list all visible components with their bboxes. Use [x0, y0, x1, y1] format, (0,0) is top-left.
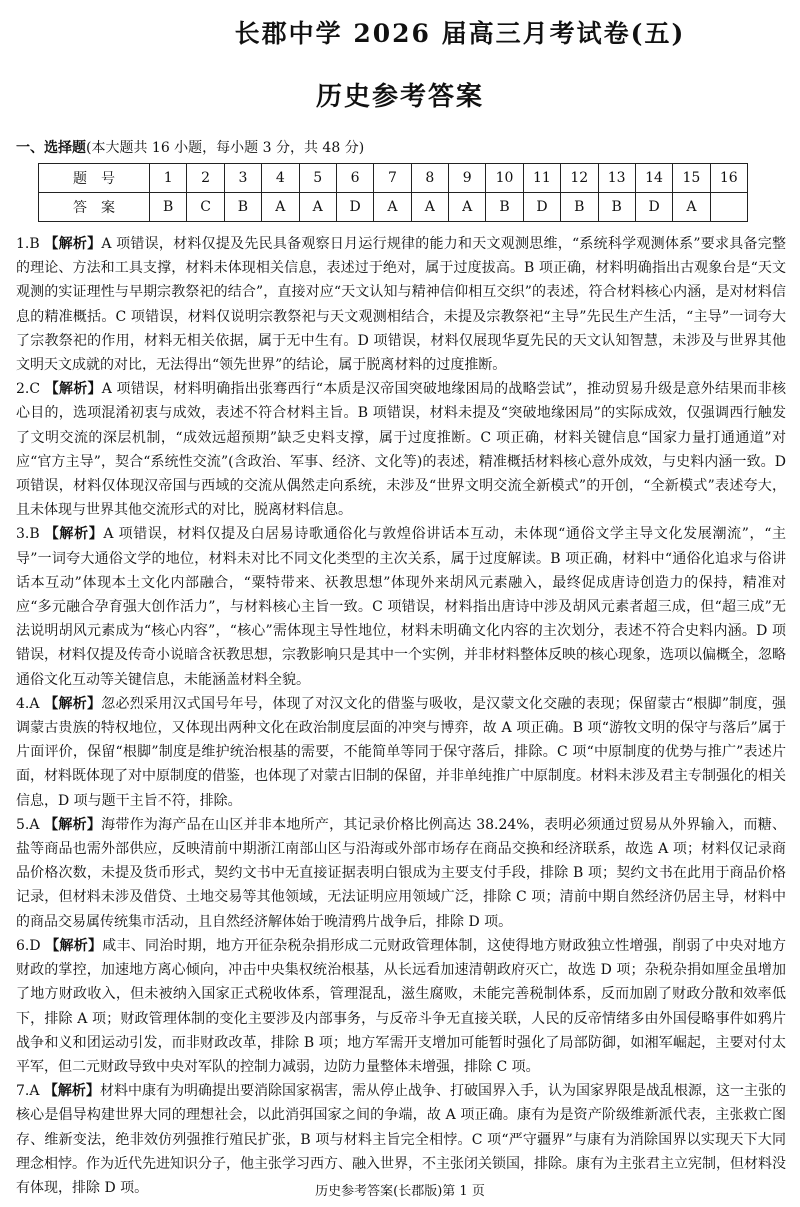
answer-cell: C — [187, 193, 224, 222]
answer-cell: D — [635, 193, 672, 222]
analysis-tag: 【解析】 — [44, 526, 104, 543]
question-number: 15 — [673, 164, 710, 193]
answer-row — [39, 193, 748, 222]
question-number: 16 — [710, 164, 747, 193]
analysis-tag: 【解析】 — [43, 1083, 100, 1100]
page-footer: 历史参考答案(长郡版)第 1 页 — [315, 1184, 485, 1199]
exam-title: 长郡中学 2026 届高三月考试卷(五) — [234, 19, 686, 48]
item-lead: 6.D — [16, 937, 41, 954]
answer-key-table — [38, 163, 748, 222]
analysis-tag: 【解析】 — [44, 816, 102, 833]
question-number: 3 — [224, 164, 261, 193]
item-lead: 5.A — [16, 816, 40, 833]
analysis-tag: 【解析】 — [45, 937, 103, 954]
item-text: A 项错误，材料明确指出张骞西行“本质是汉帝国突破地缘困局的战略尝试”，推动贸易升级是意外结果而非核心目的，选项混淆初衷与成效，表述不符合材料主旨。B 项错误，材料未提及“突破地缘困局”的实际成效，仅强调西行触发了文明交流的深层机制，“成效远超预期”缺乏史料支撑，属于过度推断。C 项正确，材料关键信息“国家力量打通通道”对应“官方主导”，契合“系统性交流”(含政治、军事、经济、文化等)的表述，精准概括材料核心意外成效，与史料内涵一致。D 项错误，材料仅体现汉帝国与西域的交流从偶然走向系统，未涉及“世界文明交流全新模式”的开创，“全新模式”表述夸大，且未体现与世界其他交流形式的对比，脱离材料信息。 — [16, 381, 787, 519]
explanation-item — [16, 232, 786, 377]
question-number: 4 — [262, 164, 299, 193]
row-label-answer: 答案 — [39, 193, 150, 222]
item-text: 咸丰、同治时期，地方开征杂税杂捐形成二元财政管理体制，这使得地方财政独立性增强，削弱了中央对地方财政的掌控，加速地方离心倾向，冲击中央集权统治根基，从长远看加速清朝政府灭亡，故选 D 项；杂税杂捐如厘金虽增加了地方财政收入，但未被纳入国家正式税收体系，管理混乱，滋生腐败，未能完善税制体系，反而加剧了财政分散和效率低下，排除 A 项；财政管理体制的变化主要涉及内部事务，与反帝斗争无直接关联，人民的反帝情绪多由外国侵略事件如鸦片战争和义和团运动引发，而非财政改革，排除 B 项；地方军需开支增加可能暂时强化了局部防御，如湘军崛起，主要对付太平军，但二元财政导致中央对军队的控制力减弱，边防力量整体未增强，排除 C 项。 — [16, 937, 787, 1075]
question-number: 14 — [635, 164, 672, 193]
question-number: 7 — [374, 164, 411, 193]
explanation-item — [16, 813, 786, 934]
section-label: 一、选择题 — [16, 140, 86, 156]
row-label-number: 题号 — [39, 164, 150, 193]
explanation-item — [16, 934, 786, 1079]
answer-cell: A — [411, 193, 448, 222]
answer-cell: B — [598, 193, 635, 222]
answer-cell: D — [336, 193, 373, 222]
section-heading — [16, 137, 364, 157]
question-number: 12 — [561, 164, 598, 193]
explanation-item — [16, 522, 786, 691]
item-text: 材料中康有为明确提出要消除国家祸害，需从停止战争、打破国界入手，认为国家界限是战乱根源，这一主张的核心是倡导构建世界大同的理想社会，以此消弭国家之间的争端，故 A 项正确。康有为是资产阶级维新派代表，主张救亡图存、维新变法，绝非效仿列强推行殖民扩张，B 项与材料主旨完全相悖。C 项“严守疆界”与康有为消除国界以实现天下大同理念相悖。作为近代先进知识分子，他主张学习西方、融入世界，不主张闭关锁国，排除。康有为主张君主立宪制，但材料没有体现，排除 D 项。 — [16, 1083, 787, 1196]
answer-cell: A — [262, 193, 299, 222]
item-text: A 项错误，材料仅提及白居易诗歌通俗化与敦煌俗讲话本互动，未体现“通俗文学主导文化发展潮流”，“主导”一词夸大通俗文学的地位，材料未对比不同文化类型的主次关系，属于过度解读。B 项正确，材料中“通俗化追求与俗讲话本互动”体现本土文化内部融合，“粟特带来、祆教思想”体现外来胡风元素融入，最终促成唐诗创造力的保持，精准对应“多元融合孕育强大创作活力”，与材料核心主旨一致。C 项错误，材料指出唐诗中涉及胡风元素者超三成，但“超三成”无法说明胡风元素成为“核心内容”，“核心”需体现主导性地位，材料未明确文化内容的主次划分，表述不符合史料内涵。D 项错误，材料仅提及传奇小说暗含祆教思想，宗教影响只是其中一个实例，并非材料整体反映的核心现象，选项以偏概全，忽略通俗文化互动等关键信息，未能涵盖材料全貌。 — [16, 526, 787, 688]
answer-cell: B — [486, 193, 523, 222]
analysis-tag: 【解析】 — [44, 695, 102, 712]
answer-cell: D — [523, 193, 560, 222]
question-number: 9 — [449, 164, 486, 193]
answer-explanations — [16, 232, 786, 1200]
section-note: (本大题共 16 小题，每小题 3 分，共 48 分) — [86, 140, 365, 156]
item-text: A 项错误，材料仅提及先民具备观察日月运行规律的能力和天文观测思维，“系统科学观测体系”要求具备完整的理论、方法和工具支撑，材料未体现相关信息，表述过于绝对，属于过度拔高。B 项正确，材料明确指出古观象台是“天文观测的实证理性与早期宗教祭祀的结合”，直接对应“天文认知与精神信仰相互交织”的表述，符合材料核心内涵，是对材料信息的精准概括。C 项错误，材料仅说明宗教祭祀与天文观测相结合，未提及宗教祭祀“主导”先民生产生活，“主导”一词夸大了宗教祭祀的作用，材料无相关依据，属于无中生有。D 项错误，材料仅展现华夏先民的天文认知智慧，未涉及与世界其他文明天文成就的对比，无法得出“领先世界”的结论，属于脱离材料的过度推断。 — [16, 236, 787, 374]
answer-cell-empty — [710, 193, 747, 222]
question-number: 2 — [187, 164, 224, 193]
item-text: 海带作为海产品在山区并非本地所产，其记录价格比例高达 38.24%，表明必须通过贸易从外界输入，而糖、盐等商品也需外部供应，反映清前中期浙江南部山区与沿海或外部市场存在商品交换和经济联系，故选 A 项；材料仅记录商品价格次数，未提及货币形式，契约文书中无直接证据表明白银成为主要支付手段，排除 B 项；契约文书在此用于商品价格记录，但材料未涉及借贷、土地交易等其他领域，无法证明应用领域广泛，排除 C 项；清前中期自然经济仍居主导，材料中的商品交易属传统集市活动，且自然经济解体始于晚清鸦片战争后，排除 D 项。 — [16, 816, 786, 930]
question-number: 5 — [299, 164, 336, 193]
analysis-tag: 【解析】 — [44, 236, 102, 252]
answer-cell: B — [224, 193, 261, 222]
item-lead: 1.B — [16, 236, 40, 252]
explanation-item — [16, 377, 786, 522]
question-number: 6 — [336, 164, 373, 193]
answer-cell: B — [150, 193, 187, 222]
question-number: 1 — [150, 164, 187, 193]
question-number: 10 — [486, 164, 523, 193]
answer-cell: B — [561, 193, 598, 222]
question-number: 8 — [411, 164, 448, 193]
item-lead: 3.B — [16, 526, 40, 543]
analysis-tag: 【解析】 — [44, 381, 102, 398]
item-lead: 2.C — [16, 381, 41, 398]
question-number: 11 — [523, 164, 560, 193]
explanation-item — [16, 692, 786, 813]
answer-cell: A — [299, 193, 336, 222]
item-text: 忽必烈采用汉式国号年号，体现了对汉文化的借鉴与吸收，是汉蒙文化交融的表现；保留蒙古“根脚”制度，强调蒙古贵族的特权地位，又体现出两种文化在政治制度层面的冲突与博弈，故 A 项正确。B 项“游牧文明的保守与落后”属于片面评价，保留“根脚”制度是维护统治根基的需要，不能简单等同于保守落后，排除。C 项“中原制度的优势与推广”表述片面，材料既体现了对中原制度的借鉴，也体现了对蒙古旧制的保留，并非单纯推广中原制度。材料未涉及君主专制强化的相关信息，D 项与题干主旨不符，排除。 — [16, 695, 787, 809]
answer-cell: A — [449, 193, 486, 222]
answer-cell: A — [673, 193, 710, 222]
answer-cell: A — [374, 193, 411, 222]
subject-title: 历史参考答案 — [315, 82, 484, 112]
question-number: 13 — [598, 164, 635, 193]
item-lead: 4.A — [16, 695, 40, 712]
item-lead: 7.A — [16, 1083, 40, 1100]
question-number-row — [39, 164, 748, 193]
